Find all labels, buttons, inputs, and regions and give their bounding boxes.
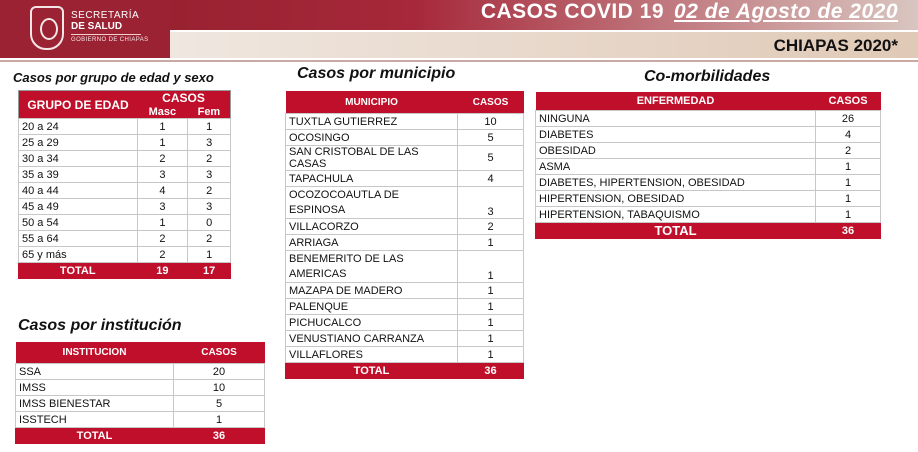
municipality-cell: VILLACORZO bbox=[286, 219, 458, 235]
municipality-cell: MAZAPA DE MADERO bbox=[286, 283, 458, 299]
table-row bbox=[536, 191, 881, 207]
header-divider bbox=[0, 60, 918, 62]
table-row bbox=[536, 159, 881, 175]
col-fem: Fem bbox=[188, 105, 231, 119]
masc-cell: 2 bbox=[137, 231, 188, 247]
table-row bbox=[286, 219, 524, 235]
title-text: CASOS COVID 19 bbox=[480, 0, 665, 23]
institucion-table bbox=[15, 342, 265, 444]
cases-cell: 4 bbox=[816, 127, 881, 143]
cases-cell: 20 bbox=[174, 364, 265, 380]
org-line1: SECRETARÍA bbox=[71, 10, 140, 21]
table-row bbox=[16, 396, 265, 412]
age-group-cell: 30 a 34 bbox=[19, 151, 138, 167]
table-row bbox=[19, 167, 231, 183]
disease-cell: NINGUNA bbox=[536, 111, 816, 127]
title-date: 02 de Agosto de 2020 bbox=[674, 0, 898, 23]
col-enfermedad: ENFERMEDAD bbox=[536, 92, 816, 111]
total-label: TOTAL bbox=[16, 428, 174, 444]
municipio-table bbox=[285, 91, 524, 379]
cases-cell: 1 bbox=[458, 235, 524, 251]
cases-cell: 1 bbox=[816, 191, 881, 207]
cases-cell: 1 bbox=[458, 251, 524, 283]
age-group-cell: 25 a 29 bbox=[19, 135, 138, 151]
age-group-cell: 40 a 44 bbox=[19, 183, 138, 199]
col-casos: CASOS bbox=[174, 342, 265, 364]
cases-cell: 3 bbox=[458, 187, 524, 219]
age-group-cell: 20 a 24 bbox=[19, 119, 138, 135]
disease-cell: DIABETES bbox=[536, 127, 816, 143]
cases-cell: 5 bbox=[458, 130, 524, 146]
institution-cell: SSA bbox=[16, 364, 174, 380]
table-row bbox=[19, 199, 231, 215]
cases-cell: 1 bbox=[458, 299, 524, 315]
edad-table bbox=[18, 90, 231, 279]
masc-cell: 2 bbox=[137, 247, 188, 263]
table-row bbox=[19, 231, 231, 247]
fem-cell: 2 bbox=[188, 151, 231, 167]
table-row bbox=[286, 299, 524, 315]
cases-cell: 1 bbox=[816, 159, 881, 175]
disease-cell: HIPERTENSION, OBESIDAD bbox=[536, 191, 816, 207]
table-row bbox=[536, 175, 881, 191]
table-row bbox=[536, 207, 881, 223]
logo bbox=[0, 0, 170, 58]
disease-cell: OBESIDAD bbox=[536, 143, 816, 159]
institucion-section-title: Casos por institución bbox=[18, 317, 182, 334]
table-row bbox=[286, 283, 524, 299]
age-group-cell: 65 y más bbox=[19, 247, 138, 263]
col-casos: CASOS bbox=[458, 91, 524, 114]
municipality-cell: TUXTLA GUTIERREZ bbox=[286, 114, 458, 130]
edad-section-title: Casos por grupo de edad y sexo bbox=[13, 70, 214, 85]
disease-cell: HIPERTENSION, TABAQUISMO bbox=[536, 207, 816, 223]
table-row bbox=[16, 364, 265, 380]
table-row bbox=[286, 251, 524, 283]
table-row bbox=[19, 183, 231, 199]
institucion-total-row bbox=[16, 428, 265, 444]
comorbilidades-total-row bbox=[536, 223, 881, 239]
cases-cell: 2 bbox=[816, 143, 881, 159]
table-row bbox=[19, 119, 231, 135]
cases-cell: 26 bbox=[816, 111, 881, 127]
total-value: 36 bbox=[458, 363, 524, 379]
age-group-cell: 50 a 54 bbox=[19, 215, 138, 231]
cases-cell: 1 bbox=[458, 283, 524, 299]
municipality-cell: VILLAFLORES bbox=[286, 347, 458, 363]
table-row bbox=[19, 135, 231, 151]
col-casos: CASOS bbox=[816, 92, 881, 111]
masc-cell: 4 bbox=[137, 183, 188, 199]
table-row bbox=[536, 111, 881, 127]
table-row bbox=[286, 171, 524, 187]
masc-cell: 1 bbox=[137, 119, 188, 135]
municipality-cell: TAPACHULA bbox=[286, 171, 458, 187]
total-value: 36 bbox=[174, 428, 265, 444]
institution-cell: IMSS BIENESTAR bbox=[16, 396, 174, 412]
total-label: TOTAL bbox=[19, 263, 138, 279]
institution-cell: IMSS bbox=[16, 380, 174, 396]
fem-cell: 3 bbox=[188, 199, 231, 215]
logo-divider bbox=[71, 34, 141, 35]
cases-cell: 1 bbox=[174, 412, 265, 428]
cases-cell: 1 bbox=[458, 331, 524, 347]
total-fem: 17 bbox=[188, 263, 231, 279]
municipality-cell: OCOZOCOAUTLA DE ESPINOSA bbox=[286, 187, 458, 219]
cases-cell: 1 bbox=[816, 207, 881, 223]
masc-cell: 3 bbox=[137, 199, 188, 215]
total-label: TOTAL bbox=[536, 223, 816, 239]
fem-cell: 1 bbox=[188, 247, 231, 263]
municipio-section-title: Casos por municipio bbox=[297, 65, 456, 82]
col-municipio: MUNICIPIO bbox=[286, 91, 458, 114]
table-row bbox=[16, 380, 265, 396]
total-value: 36 bbox=[816, 223, 881, 239]
total-label: TOTAL bbox=[286, 363, 458, 379]
comorbilidades-table bbox=[535, 92, 881, 239]
total-masc: 19 bbox=[137, 263, 188, 279]
table-row bbox=[16, 412, 265, 428]
cases-cell: 10 bbox=[174, 380, 265, 396]
municipality-cell: VENUSTIANO CARRANZA bbox=[286, 331, 458, 347]
edad-total-row bbox=[19, 263, 231, 279]
municipality-cell: ARRIAGA bbox=[286, 235, 458, 251]
org-line2: DE SALUD bbox=[71, 21, 123, 32]
table-row bbox=[536, 127, 881, 143]
age-group-cell: 35 a 39 bbox=[19, 167, 138, 183]
disease-cell: ASMA bbox=[536, 159, 816, 175]
region-label: CHIAPAS 2020* bbox=[773, 36, 898, 55]
fem-cell: 2 bbox=[188, 183, 231, 199]
col-masc: Masc bbox=[137, 105, 188, 119]
table-row bbox=[19, 247, 231, 263]
coat-of-arms-icon bbox=[30, 6, 64, 50]
municipio-total-row bbox=[286, 363, 524, 379]
table-row bbox=[286, 331, 524, 347]
fem-cell: 0 bbox=[188, 215, 231, 231]
col-casos: CASOS bbox=[137, 91, 231, 106]
cases-cell: 2 bbox=[458, 219, 524, 235]
table-row bbox=[286, 347, 524, 363]
table-row bbox=[536, 143, 881, 159]
cases-cell: 4 bbox=[458, 171, 524, 187]
cases-cell: 5 bbox=[458, 146, 524, 171]
fem-cell: 3 bbox=[188, 135, 231, 151]
cases-cell: 5 bbox=[174, 396, 265, 412]
table-row bbox=[286, 235, 524, 251]
cases-cell: 1 bbox=[458, 315, 524, 331]
col-institucion: INSTITUCION bbox=[16, 342, 174, 364]
table-row bbox=[19, 215, 231, 231]
masc-cell: 2 bbox=[137, 151, 188, 167]
table-row bbox=[286, 315, 524, 331]
cases-cell: 10 bbox=[458, 114, 524, 130]
age-group-cell: 55 a 64 bbox=[19, 231, 138, 247]
header-banner bbox=[0, 0, 918, 58]
masc-cell: 1 bbox=[137, 135, 188, 151]
institution-cell: ISSTECH bbox=[16, 412, 174, 428]
municipality-cell: PICHUCALCO bbox=[286, 315, 458, 331]
table-row bbox=[286, 187, 524, 219]
municipality-cell: SAN CRISTOBAL DE LAS CASAS bbox=[286, 146, 458, 171]
municipality-cell: PALENQUE bbox=[286, 299, 458, 315]
disease-cell: DIABETES, HIPERTENSION, OBESIDAD bbox=[536, 175, 816, 191]
col-grupo-edad: GRUPO DE EDAD bbox=[19, 91, 138, 119]
page-title bbox=[481, 0, 898, 24]
fem-cell: 3 bbox=[188, 167, 231, 183]
masc-cell: 3 bbox=[137, 167, 188, 183]
org-line3: GOBIERNO DE CHIAPAS bbox=[71, 37, 149, 43]
table-row bbox=[286, 130, 524, 146]
age-group-cell: 45 a 49 bbox=[19, 199, 138, 215]
municipality-cell: OCOSINGO bbox=[286, 130, 458, 146]
table-row bbox=[286, 146, 524, 171]
table-row bbox=[19, 151, 231, 167]
municipality-cell: BENEMERITO DE LAS AMERICAS bbox=[286, 251, 458, 283]
fem-cell: 2 bbox=[188, 231, 231, 247]
fem-cell: 1 bbox=[188, 119, 231, 135]
cases-cell: 1 bbox=[458, 347, 524, 363]
table-row bbox=[286, 114, 524, 130]
cases-cell: 1 bbox=[816, 175, 881, 191]
comorbilidades-section-title: Co-morbilidades bbox=[644, 68, 771, 85]
masc-cell: 1 bbox=[137, 215, 188, 231]
